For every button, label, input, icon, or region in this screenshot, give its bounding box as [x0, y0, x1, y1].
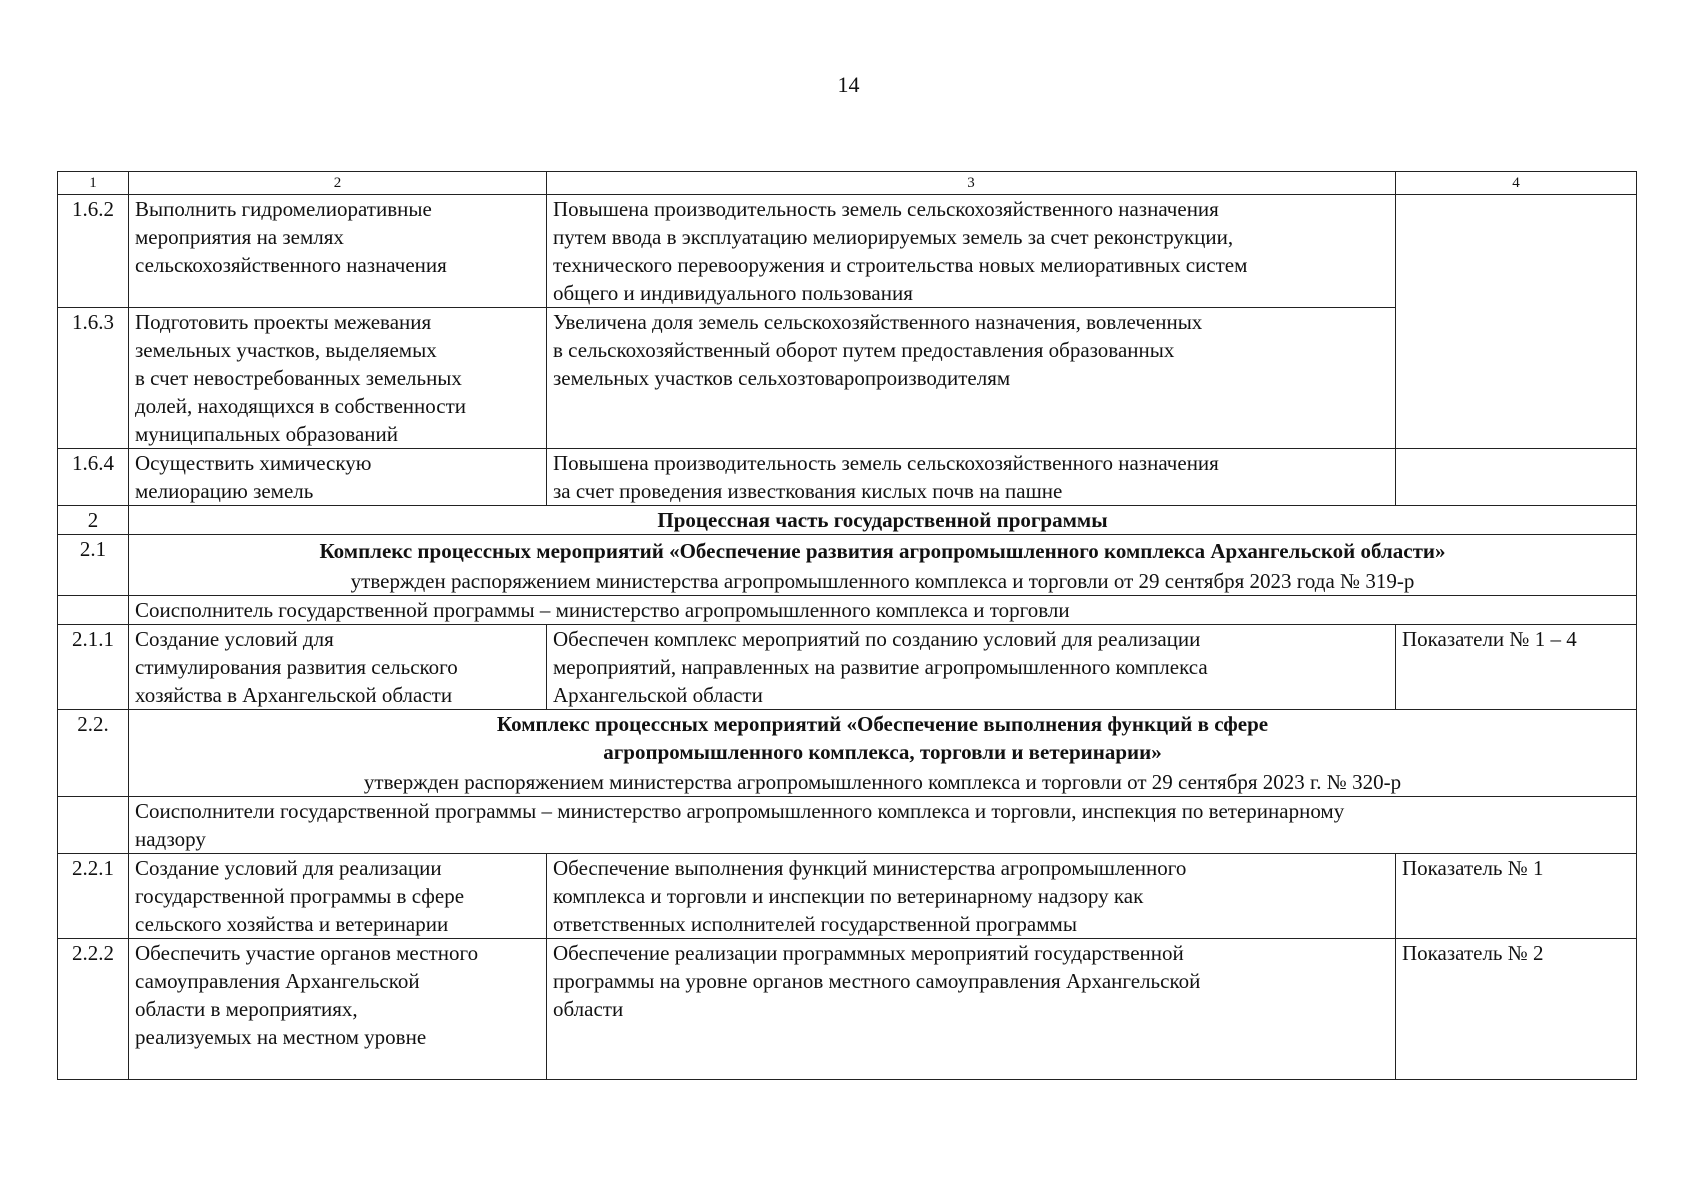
coexecutor-row-2-2: [58, 797, 1637, 854]
row-number: 2.2.1: [58, 854, 129, 939]
page-number: 14: [837, 72, 860, 97]
result-cell: Обеспечение реализации программных мероприятий государственной программы на уровне органов местного самоуправления Архангельской области: [547, 939, 1396, 1080]
column-number-2: 2: [129, 172, 547, 195]
section-heading-cell: [129, 535, 1637, 596]
column-number-3: 3: [547, 172, 1396, 195]
indicator-cell: [1396, 449, 1637, 506]
result-cell: Увеличена доля земель сельскохозяйственного назначения, вовлеченных в сельскохозяйственный оборот путем предоставления образованных земельных участков сельхозтоваропроизводителям: [547, 308, 1396, 449]
result-cell: Повышена производительность земель сельскохозяйственного назначения путем ввода в эксплуатацию мелиорируемых земель за счет реконструкции, технического перевооружения и строительства новых мелиоративных систем общего и индивидуального пользования: [547, 195, 1396, 308]
empty-cell: [58, 596, 129, 625]
task-cell: Осуществить химическую мелиорацию земель: [129, 449, 547, 506]
result-cell: Обеспечение выполнения функций министерства агропромышленного комплекса и торговли и инспекции по ветеринарному надзору как ответственных исполнителей государственной программы: [547, 854, 1396, 939]
approval-note: утвержден распоряжением министерства агропромышленного комплекса и торговли от 29 сентября 2023 г. № 320-р: [363, 770, 1402, 794]
row-number: 2.1.1: [58, 625, 129, 710]
table-row-2-2-2: [58, 939, 1637, 1080]
section-row-2: [58, 506, 1637, 535]
indicator-cell: Показатель № 2: [1396, 939, 1637, 1080]
indicator-cell: [1396, 195, 1637, 449]
section-title-line-2: агропромышленного комплекса, торговли и ветеринарии»: [603, 740, 1162, 764]
section-title-line-1: Комплекс процессных мероприятий «Обеспечение выполнения функций в сфере: [496, 712, 1269, 736]
row-number: 2.2.2: [58, 939, 129, 1080]
indicator-cell: Показатели № 1 – 4: [1396, 625, 1637, 710]
row-number: 1.6.2: [58, 195, 129, 308]
task-cell: Создание условий для стимулирования развития сельского хозяйства в Архангельской области: [129, 625, 547, 710]
indicator-cell: Показатель № 1: [1396, 854, 1637, 939]
coexecutor-text: Соисполнители государственной программы – министерство агропромышленного комплекса и торговли, инспекция по ветеринарному надзору: [129, 797, 1637, 854]
column-number-1: 1: [58, 172, 129, 195]
task-cell: Обеспечить участие органов местного самоуправления Архангельской области в мероприятиях, реализуемых на местном уровне: [129, 939, 547, 1080]
section-row-2-1: [58, 535, 1637, 596]
task-cell: Подготовить проекты межевания земельных участков, выделяемых в счет невостребованных земельных долей, находящихся в собственности муниципальных образований: [129, 308, 547, 449]
result-cell: Обеспечен комплекс мероприятий по созданию условий для реализации мероприятий, направленных на развитие агропромышленного комплекса Архангельской области: [547, 625, 1396, 710]
section-title: Процессная часть государственной программы: [129, 506, 1637, 535]
task-cell: Создание условий для реализации государственной программы в сфере сельского хозяйства и ветеринарии: [129, 854, 547, 939]
coexecutor-text: Соисполнитель государственной программы – министерство агропромышленного комплекса и торговли: [129, 596, 1637, 625]
result-cell: Повышена производительность земель сельскохозяйственного назначения за счет проведения известкования кислых почв на пашне: [547, 449, 1396, 506]
section-title: Комплекс процессных мероприятий «Обеспечение развития агропромышленного комплекса Архангельской области»: [319, 539, 1446, 563]
section-number: 2: [58, 506, 129, 535]
table-row-2-2-1: [58, 854, 1637, 939]
row-number: 1.6.4: [58, 449, 129, 506]
table-row-1-6-2: [58, 195, 1637, 308]
task-cell: Выполнить гидромелиоративные мероприятия на землях сельскохозяйственного назначения: [129, 195, 547, 308]
section-heading-cell: [129, 710, 1637, 797]
program-table: [57, 171, 1637, 1080]
empty-cell: [58, 797, 129, 854]
column-number-row: [58, 172, 1637, 195]
table-row-1-6-4: [58, 449, 1637, 506]
section-number: 2.2.: [58, 710, 129, 797]
section-row-2-2: [58, 710, 1637, 797]
section-number: 2.1: [58, 535, 129, 596]
coexecutor-row-2-1: [58, 596, 1637, 625]
column-number-4: 4: [1396, 172, 1637, 195]
table-row-2-1-1: [58, 625, 1637, 710]
approval-note: утвержден распоряжением министерства агропромышленного комплекса и торговли от 29 сентября 2023 года № 319-р: [350, 569, 1415, 593]
row-number: 1.6.3: [58, 308, 129, 449]
